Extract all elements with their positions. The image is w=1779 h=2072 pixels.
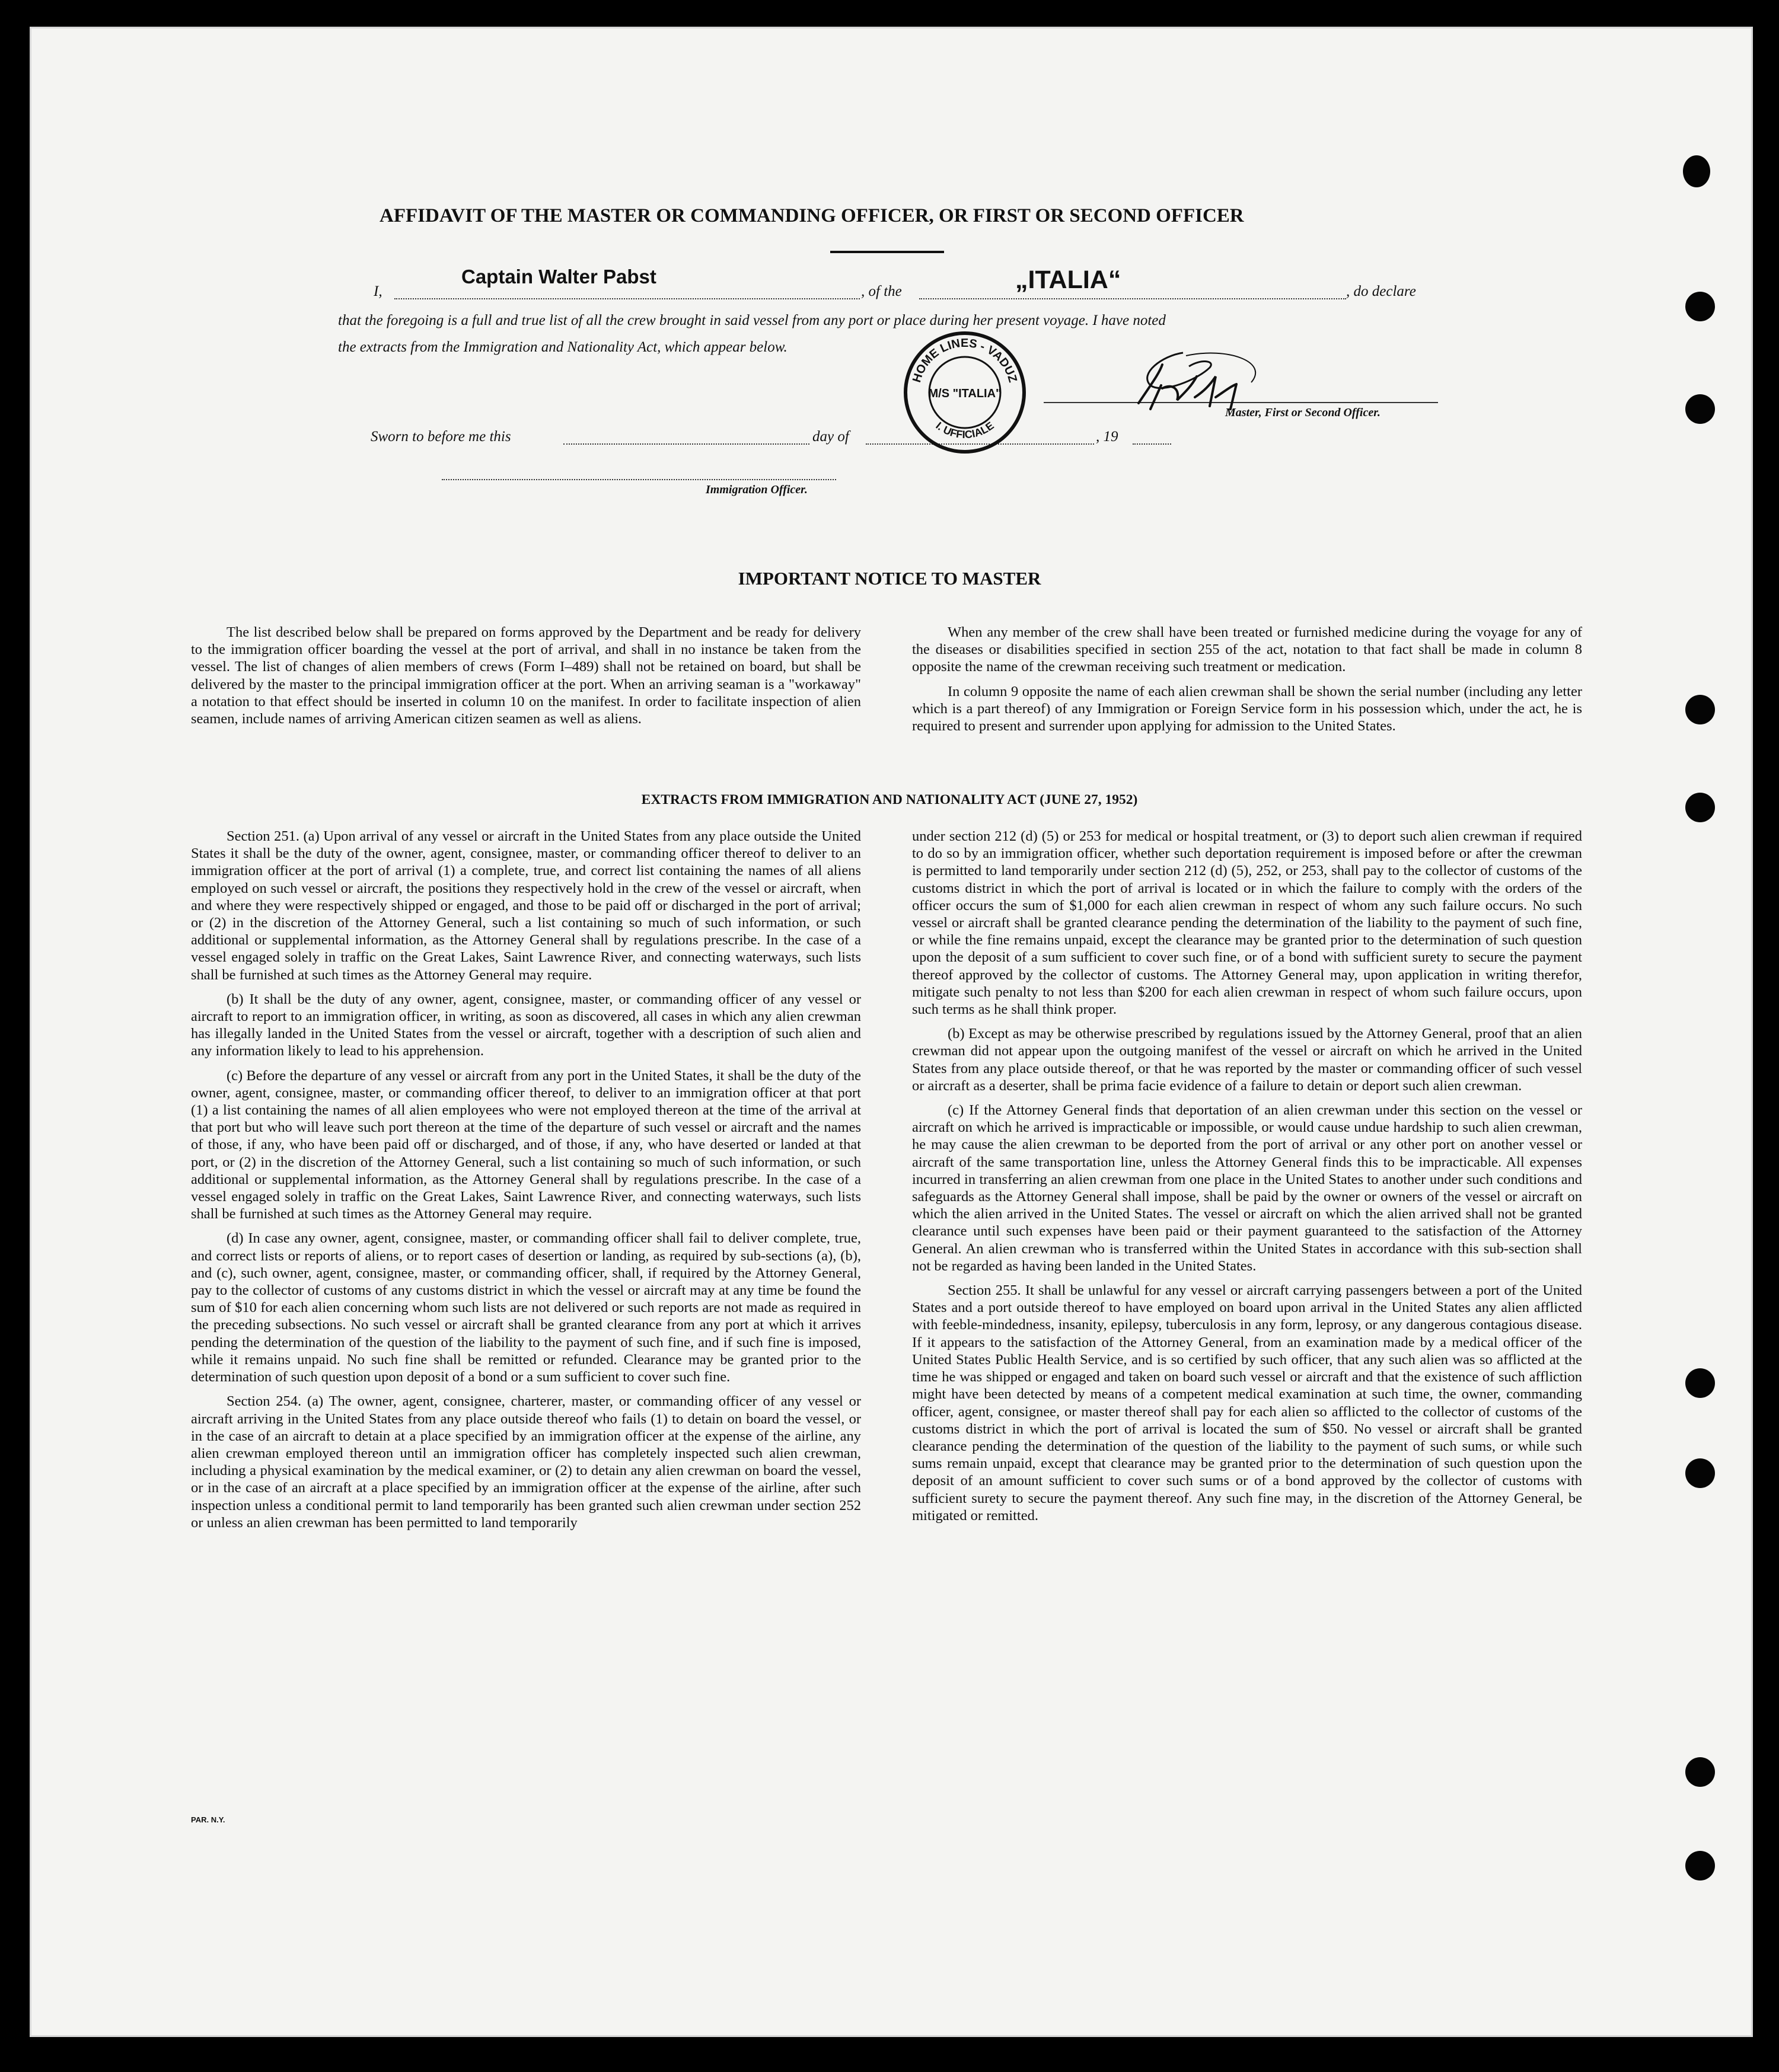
notice-paragraph: When any member of the crew shall have been treated or furnished medicine during the voyage for any of the diseases or disabilities specified in section 255 of the act, notation to that fact shall be made in column 8 opposite the name of the crewman receiving such treatment or medication. xyxy=(912,624,1582,675)
extracts-right-column xyxy=(912,828,1582,1531)
extract-paragraph: (c) If the Attorney General finds that deportation of an alien crewman under this section on the vessel or aircraft on which he arrived is impracticable or impossible, or would cause undue hardship to such alien crewman, he may cause the alien crewman to be deported from the port of arrival or any other port on another vessel or aircraft of the same transportation line, unless the Attorney General finds this to be impracticable. All expenses incurred in transferring an alien crewman from one place in the United States to another under such conditions and safeguards as the Attorney General shall impose, shall be paid by the owner or owners of the vessel or aircraft on which the alien arrived in the United States. The vessel or aircraft on which the alien arrived shall not be granted clearance until such expenses have been paid or their payment guaranteed to the satisfaction of the Attorney General. An alien crewman who is transferred within the United States in accordance with this sub-section shall not be regarded as having been landed in the United States. xyxy=(912,1102,1582,1274)
handwritten-signature xyxy=(1127,350,1281,415)
affidavit-title: AFFIDAVIT OF THE MASTER OR COMMANDING OFFICER, OR FIRST OR SECOND OFFICER xyxy=(380,205,1244,226)
extracts-title: EXTRACTS FROM IMMIGRATION AND NATIONALITY ACT (JUNE 27, 1952) xyxy=(641,792,1138,807)
binder-hole xyxy=(1685,292,1715,321)
extract-paragraph: (d) In case any owner, agent, consignee, master, or commanding officer shall fail to deliver complete, true, and correct lists or reports of aliens, or to report cases of desertion or landing, as required by sub-sections (a), (b), and (c), such owner, agent, consignee, master, or commanding officer, shall, if required by the Attorney General, pay to the collector of customs of any customs district in which the vessel or aircraft may at any time be found the sum of $10 for each alien concerning whom such lists are not delivered or such reports are not made as required in the preceding subsections. No such vessel or aircraft shall be granted clearance from any port at which it arrives pending the determination of the question of the liability to the payment of such fine, and if such fine is imposed, while it remains unpaid. No such fine shall be remitted or refunded. Clearance may be granted prior to the determination of such question upon deposit of a bond or a sum sufficient to cover such fine. xyxy=(191,1230,861,1385)
immigration-officer-label: Immigration Officer. xyxy=(706,483,808,496)
printer-mark: PAR. N.Y. xyxy=(191,1815,225,1824)
stamp-top-text: HOME LINES - VADUZ xyxy=(910,336,1019,384)
extract-paragraph: Section 255. It shall be unlawful for any vessel or aircraft carrying passengers between a port of the United States and a port outside thereof to have employed on board upon arrival in the United States any alien afflicted with feeble-mindedness, insanity, epilepsy, tuberculosis in any form, leprosy, or any dangerous contagious disease. If it appears to the satisfaction of the Attorney General, from an examination made by a medical officer of the United States Public Health Service, and is so certified by such officer, that any such alien was so afflicted at the time he was shipped or engaged and taken on board such vessel or aircraft and that the existence of such affliction might have been detected by means of a competent medical examination at such time, the owner, commanding officer, agent, consignee, or master thereof shall pay for each alien so afflicted to the collector of customs of the customs district in which the port of arrival is located the sum of $50. No vessel or aircraft shall be granted clearance pending the determination of the question of the liability to the payment of such sums, or while such sums remain unpaid, except that clearance may be granted prior to the determination of such question upon the deposit of an amount sufficient to cover such sums or of a bond approved by the collector of customs with sufficient surety to secure the payment thereof. Any such fine may, in the discretion of the Attorney General, be mitigated or remitted. xyxy=(912,1282,1582,1524)
affidavit-prefix: I, xyxy=(374,283,382,299)
year-line xyxy=(1133,443,1171,445)
extract-paragraph: under section 212 (d) (5) or 253 for medical or hospital treatment, or (3) to deport such alien crewman if required to do so by an immigration officer, whether such deportation requirement is imposed before or after the crewman is permitted to land temporarily under section 212 (d) (5), 252, or 253, shall pay to the collector of customs of the customs district in which the port of arrival is located or in which the failure to comply with the orders of the officer occurs the sum of $1,000 for each alien crewman in respect of whom any such failure occurs. No such vessel or aircraft shall be granted clearance pending the determination of the liability to the payment of such fine, or while the fine remains unpaid, except the clearance may be granted prior to the determination of such question upon the deposit of a sum sufficient to cover such fine, or of a bond with sufficient surety to secure the payment thereof approved by the collector of customs. The Attorney General may, upon application in writing therefor, mitigate such penalty to not less than $200 for each alien crewman in respect of whom such failure occurs, upon such terms as he shall think proper. xyxy=(912,828,1582,1018)
notice-title: IMPORTANT NOTICE TO MASTER xyxy=(738,568,1041,589)
binder-hole xyxy=(1685,1368,1715,1398)
binder-hole xyxy=(1683,155,1710,187)
sworn-label: Sworn to before me this xyxy=(371,429,511,445)
do-declare-label: , do declare xyxy=(1346,283,1416,299)
binder-hole xyxy=(1685,1458,1715,1488)
extract-paragraph: Section 254. (a) The owner, agent, consignee, charterer, master, or commanding officer of any vessel or aircraft arriving in the United States from any place outside thereof who fails (1) to detain on board the vessel, or in the case of an aircraft to detain at a place specified by an immigration officer at the expense of the airline, any alien crewman employed thereon until an immigration officer has completely inspected such alien crewman, including a physical examination by the medical examiner, or (2) to detain any alien crewman on board the vessel, or in the case of an aircraft at a place specified by an immigration officer at the expense of the airline, after such inspection unless a conditional permit to land temporarily has been granted such alien crewman under section 252 or unless an alien crewman has been permitted to land temporarily xyxy=(191,1393,861,1531)
title-rule xyxy=(830,251,944,253)
year-label: , 19 xyxy=(1096,429,1118,445)
sworn-date-line xyxy=(563,443,809,445)
notice-paragraph: In column 9 opposite the name of each alien crewman shall be shown the serial number (including any letter which is a part thereof) of any Immigration or Foreign Service form in his possession which, under the act, he is required to present and surrender upon applying for admission to the United States. xyxy=(912,683,1582,735)
extract-paragraph: (b) It shall be the duty of any owner, agent, consignee, master, or commanding officer of any vessel or aircraft to report to an immigration officer, in writing, as soon as discovered, all cases in which any alien crewman has illegally landed in the United States from the vessel or aircraft, together with a description of such alien and any information likely to lead to his apprehension. xyxy=(191,991,861,1059)
day-of-label: day of xyxy=(812,429,849,445)
extract-paragraph: (b) Except as may be otherwise prescribed by regulations issued by the Attorney General, proof that an alien crewman did not appear upon the outgoing manifest of the vessel or aircraft on which he arrived in the United States from any place outside thereof, or that he was reported by the master or commanding officer of such vessel or aircraft as a deserter, shall be prima facie evidence of a failure to detain or deport such alien crewman. xyxy=(912,1026,1582,1094)
ship-stamp xyxy=(901,329,1029,456)
binder-hole xyxy=(1685,695,1715,724)
affidavit-line-2: that the foregoing is a full and true list of all the crew brought in said vessel from any port or place during her present voyage. I have noted xyxy=(338,312,1166,328)
extract-paragraph: Section 251. (a) Upon arrival of any vessel or aircraft in the United States from any place outside the United States it shall be the duty of the owner, agent, consignee, master, or commanding officer thereof to deliver to an immigration officer at the port of arrival (1) a complete, true, and correct list containing the names of all aliens employed on such vessel or aircraft, the positions they respectively hold in the crew of the vessel or aircraft, when and where they were respectively shipped or engaged, and those to be paid off or discharged in the port of arrival; or (2) in the discretion of the Attorney General, such a list containing so much of such information, or such additional or supplemental information, as the Attorney General shall by regulations prescribe. In the case of a vessel engaged solely in traffic on the Great Lakes, Saint Lawrence River, and connecting waterways, such lists shall be furnished at such times as the Attorney General may require. xyxy=(191,828,861,983)
master-label: Master, First or Second Officer. xyxy=(1225,406,1381,419)
officer-line xyxy=(442,479,836,480)
extracts-left-column xyxy=(191,828,861,1538)
svg-text:HOME LINES - VADUZ xyxy=(910,337,1019,384)
stamp-bottom-text: I. UFFICIALE xyxy=(933,419,996,441)
svg-text:I. UFFICIALE xyxy=(933,420,996,441)
binder-hole xyxy=(1685,394,1715,424)
stamp-center-text: M/S "ITALIA" xyxy=(928,387,1002,400)
vessel-name: „ITALIA“ xyxy=(1015,266,1121,294)
binder-hole xyxy=(1685,793,1715,822)
notice-right-column xyxy=(912,624,1582,742)
of-the-label: , of the xyxy=(861,283,902,299)
vessel-line xyxy=(919,298,1346,299)
binder-hole xyxy=(1685,1851,1715,1881)
extract-paragraph: (c) Before the departure of any vessel or aircraft from any port in the United States, it shall be the duty of the owner, agent, consignee, master, or commanding officer thereof, to deliver to an immigration officer at that port (1) a list containing the names of all alien employees who were not employed thereon at the time of the arrival at that port but who will leave such port thereon at the time of the departure of such vessel or aircraft and the names of those, if any, who have been paid off or discharged, and of those, if any, who have deserted or landed at that port, or (2) in the discretion of the Attorney General, such a list containing so much of such information, or such additional or supplemental information, as the Attorney General shall by regulations prescribe. In the case of a vessel engaged solely in traffic on the Great Lakes, Saint Lawrence River, and connecting waterways, such lists shall be furnished at such times as the Attorney General may require. xyxy=(191,1067,861,1222)
binder-hole xyxy=(1685,1757,1715,1787)
master-name: Captain Walter Pabst xyxy=(461,266,656,288)
notice-left-column xyxy=(191,624,861,735)
notice-paragraph: The list described below shall be prepared on forms approved by the Department and be ready for delivery to the immigration officer boarding the vessel at the port of arrival, and shall in no instance be taken from the vessel. The list of changes of alien members of crews (Form I–489) shall not be retained on board, but shall be delivered by the master to the principal immigration officer at the port. When an arriving seaman is a "workaway" a notation to that effect should be inserted in column 10 on the manifest. In order to facilitate inspection of alien seamen, include names of arriving American citizen seamen as well as aliens. xyxy=(191,624,861,727)
affidavit-line-3: the extracts from the Immigration and Nationality Act, which appear below. xyxy=(338,339,788,355)
name-line xyxy=(394,298,860,299)
